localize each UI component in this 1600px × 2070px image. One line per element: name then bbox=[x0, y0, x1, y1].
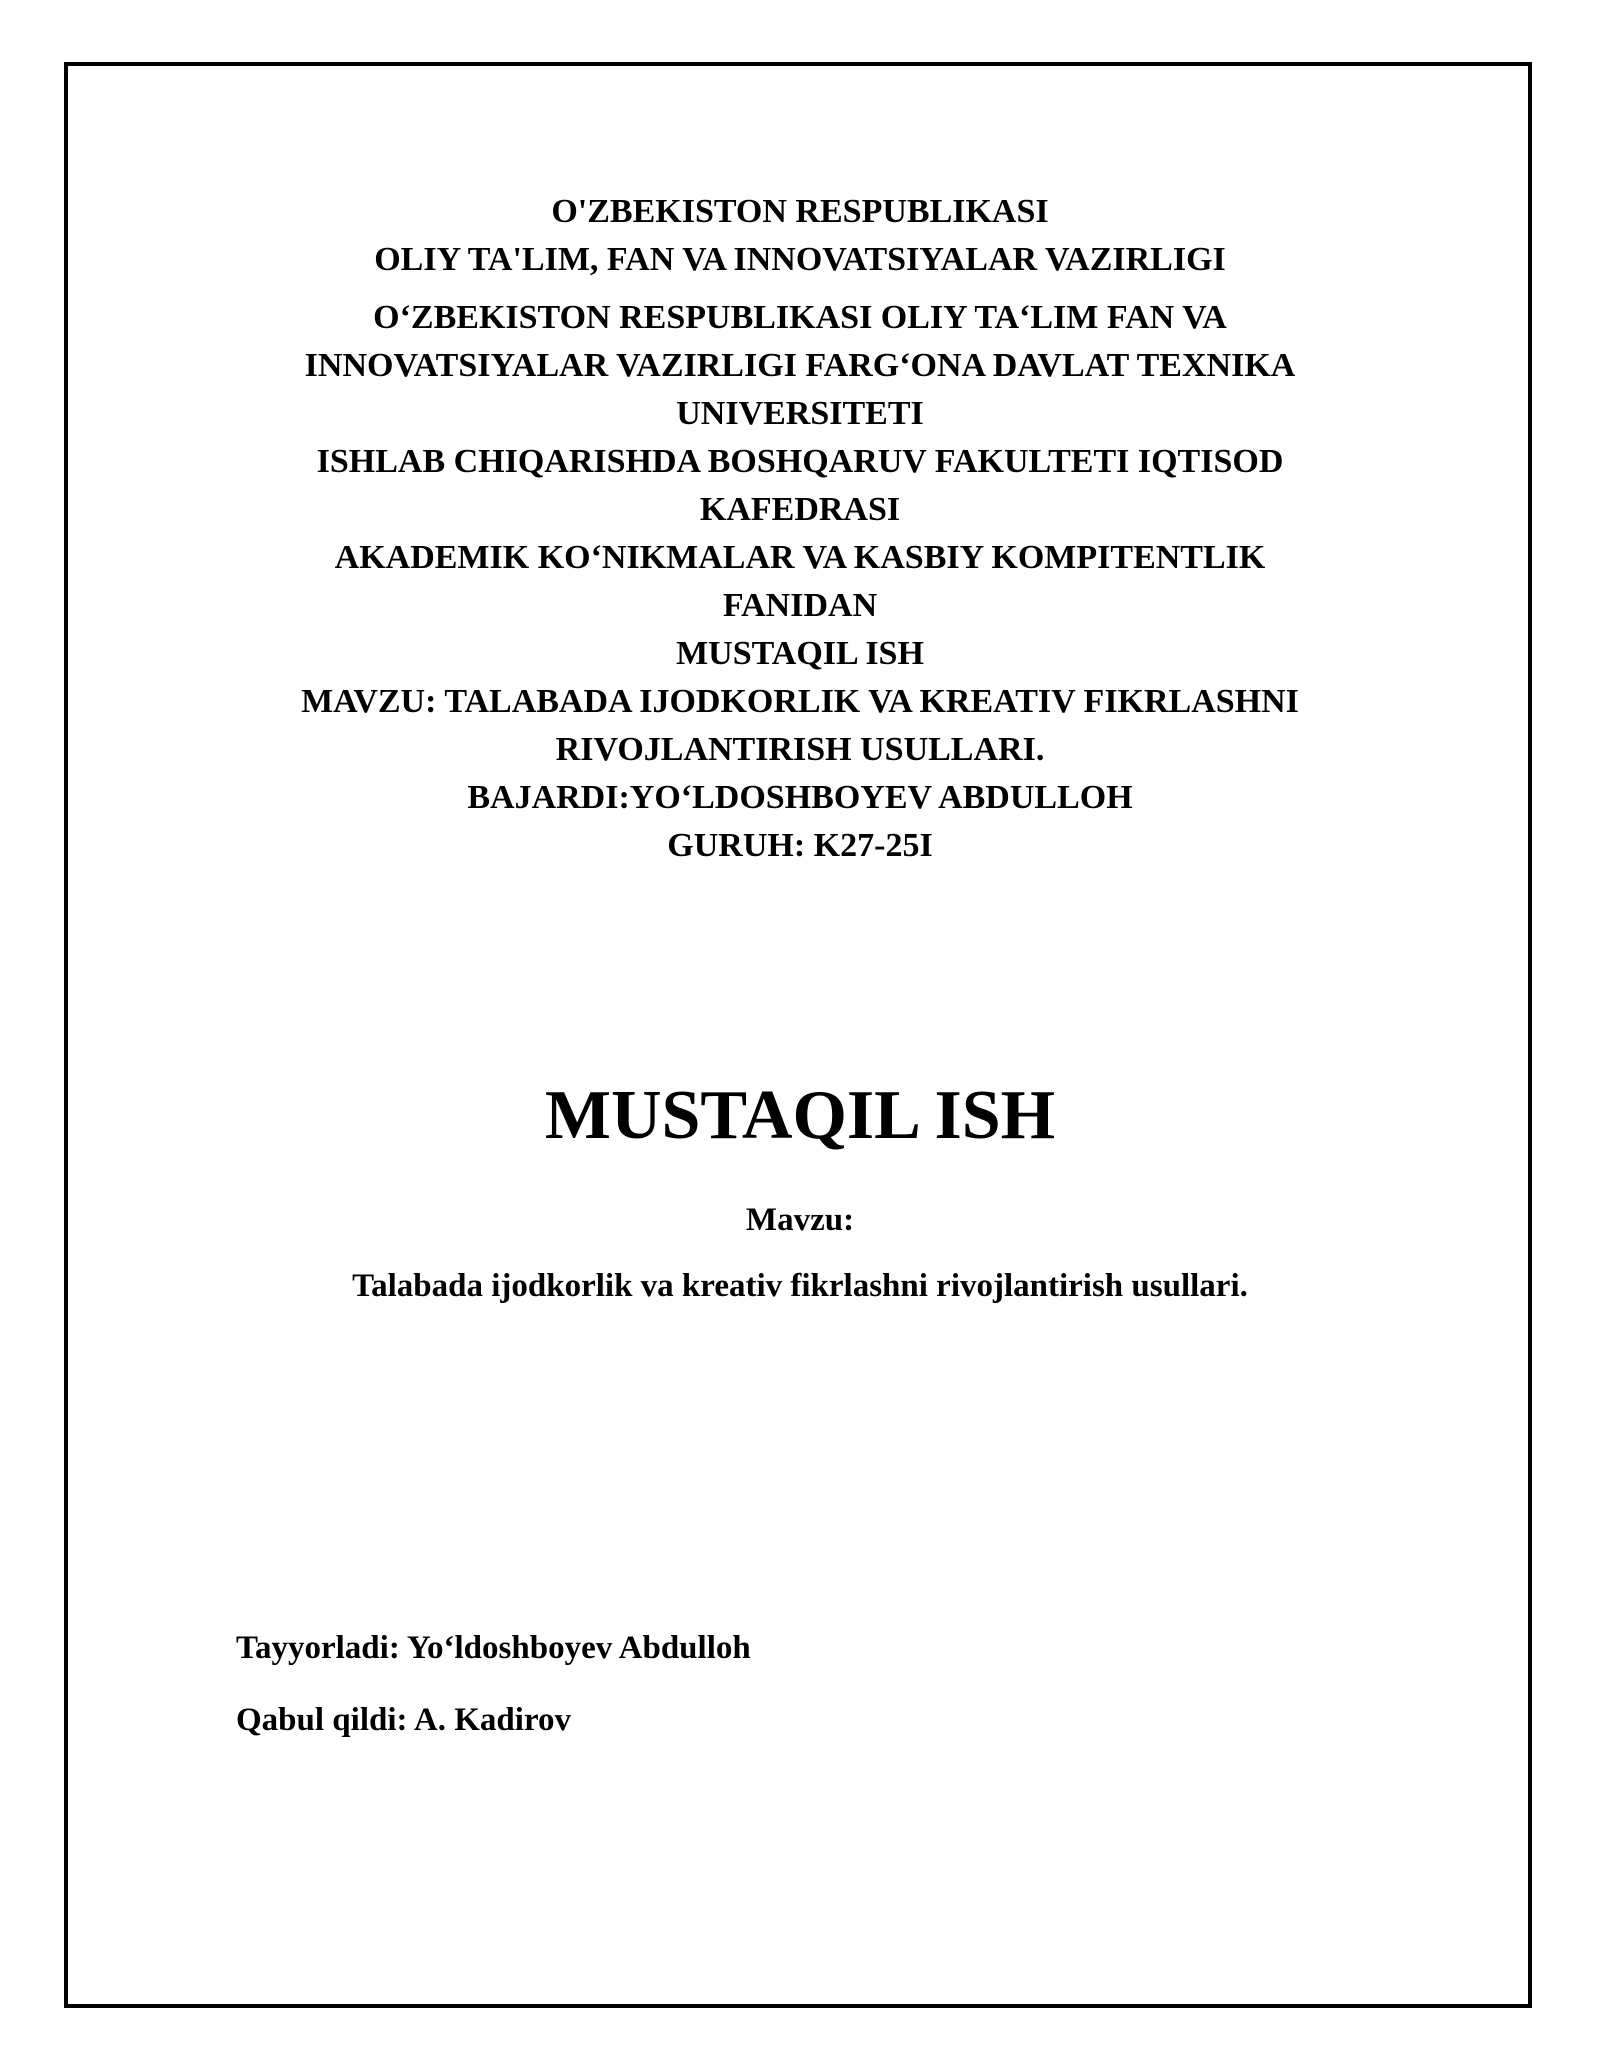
header-country: O'ZBEKISTON RESPUBLIKASI bbox=[551, 193, 1049, 230]
header-subject-line-1: AKADEMIK KO‘NIKMALAR VA KASBIY KOMPITENTLIK bbox=[334, 539, 1266, 576]
header-university-line-2: INNOVATSIYALAR VAZIRLIGI FARG‘ONA DAVLAT TEXNIKA bbox=[304, 347, 1296, 384]
header-work-type: MUSTAQIL ISH bbox=[676, 635, 924, 672]
header-faculty-line-2: KAFEDRASI bbox=[699, 491, 901, 528]
signatures-block bbox=[236, 1626, 1136, 1770]
accepted-by: Qabul qildi: A. Kadirov bbox=[236, 1702, 571, 1738]
header-faculty-line-1: ISHLAB CHIQARISHDA BOSHQARUV FAKULTETI IQTISOD bbox=[316, 443, 1284, 480]
header-subject-line-2: FANIDAN bbox=[722, 587, 878, 624]
header-author: BAJARDI:YO‘LDOSHBOYEV ABDULLOH bbox=[467, 779, 1133, 816]
header-university-line-3: UNIVERSITETI bbox=[676, 395, 924, 432]
page-title: MUSTAQIL ISH bbox=[544, 1077, 1056, 1154]
topic-text: Talabada ijodkorlik va kreativ fikrlashni rivojlantirish usullari. bbox=[352, 1268, 1248, 1304]
topic-label: Mavzu: bbox=[745, 1202, 855, 1238]
header-ministry: OLIY TA'LIM, FAN VA INNOVATSIYALAR VAZIRLIGI bbox=[374, 241, 1226, 278]
header-topic-line-1: MAVZU: TALABADA IJODKORLIK VA KREATIV FIKRLASHNI bbox=[301, 683, 1299, 720]
prepared-by: Tayyorladi: Yo‘ldoshboyev Abdulloh bbox=[236, 1630, 751, 1666]
institution-header bbox=[180, 188, 1420, 870]
header-group: GURUH: K27-25I bbox=[667, 827, 933, 864]
header-university-line-1: O‘ZBEKISTON RESPUBLIKASI OLIY TA‘LIM FAN VA bbox=[373, 299, 1227, 336]
header-topic-line-2: RIVOJLANTIRISH USULLARI. bbox=[555, 731, 1045, 768]
